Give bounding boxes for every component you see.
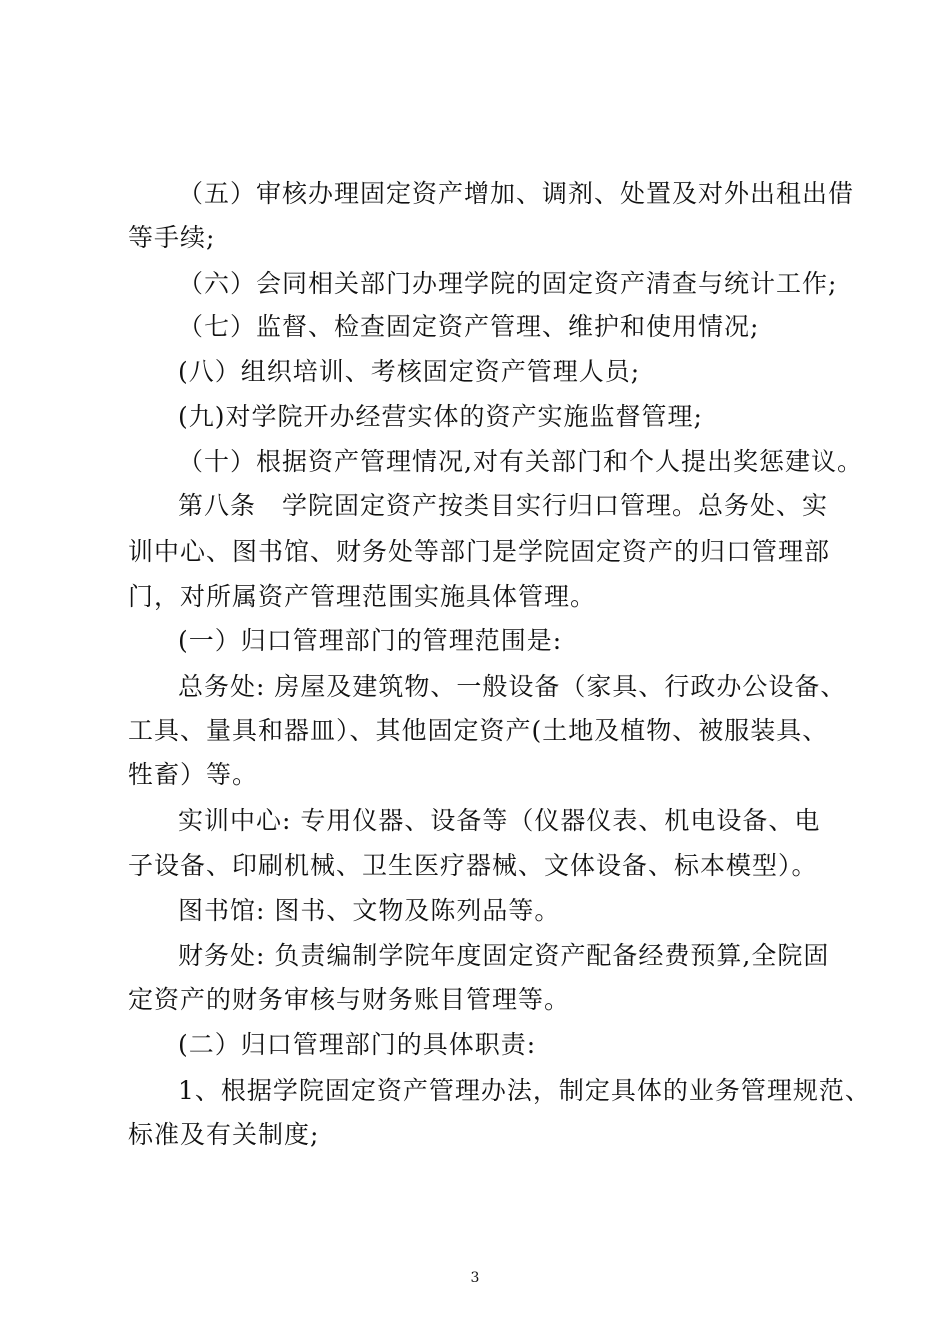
paragraph-line: 工具、量具和器皿）、其他固定资产(土地及植物、被服装具、 — [128, 716, 829, 745]
page-number: 3 — [470, 1270, 480, 1286]
paragraph-line: 训中心、图书馆、财务处等部门是学院固定资产的归口管理部 — [128, 537, 831, 566]
paragraph-line: (九)对学院开办经营实体的资产实施监督管理; — [178, 402, 703, 431]
paragraph-line: (二）归口管理部门的具体职责: — [178, 1030, 537, 1059]
article-heading-line: 第八条 学院固定资产按类目实行归口管理。总务处、实 — [178, 491, 829, 520]
paragraph-line: 牲畜）等。 — [128, 760, 259, 789]
paragraph-line: （十）根据资产管理情况,对有关部门和个人提出奖惩建议。 — [178, 447, 863, 476]
paragraph-line: 1、根据学院固定资产管理办法，制定具体的业务管理规范、 — [178, 1076, 871, 1105]
paragraph-line: （七）监督、检查固定资产管理、维护和使用情况; — [178, 312, 760, 341]
paragraph-line: 标准及有关制度; — [128, 1120, 320, 1149]
paragraph-line: 门，对所属资产管理范围实施具体管理。 — [128, 582, 597, 611]
paragraph-line: （六）会同相关部门办理学院的固定资产清查与统计工作; — [178, 269, 838, 298]
paragraph-line: 总务处: 房屋及建筑物、一般设备（家具、行政办公设备、 — [178, 672, 847, 701]
paragraph-line: 实训中心: 专用仪器、设备等（仪器仪表、机电设备、电 — [178, 806, 821, 835]
paragraph-line: 定资产的财务审核与财务账目管理等。 — [128, 985, 571, 1014]
paragraph-line: （五）审核办理固定资产增加、调剂、处置及对外出租出借 — [178, 179, 855, 208]
paragraph-line: 图书馆: 图书、文物及陈列品等。 — [178, 896, 561, 925]
paragraph-line: 财务处: 负责编制学院年度固定资产配备经费预算,全院固 — [178, 941, 830, 970]
paragraph-line: (八）组织培训、考核固定资产管理人员; — [178, 357, 641, 386]
paragraph-line: (一）归口管理部门的管理范围是: — [178, 626, 563, 655]
paragraph-line: 子设备、印刷机械、卫生医疗器械、文体设备、标本模型）。 — [128, 851, 818, 880]
paragraph-line: 等手续; — [128, 223, 216, 252]
